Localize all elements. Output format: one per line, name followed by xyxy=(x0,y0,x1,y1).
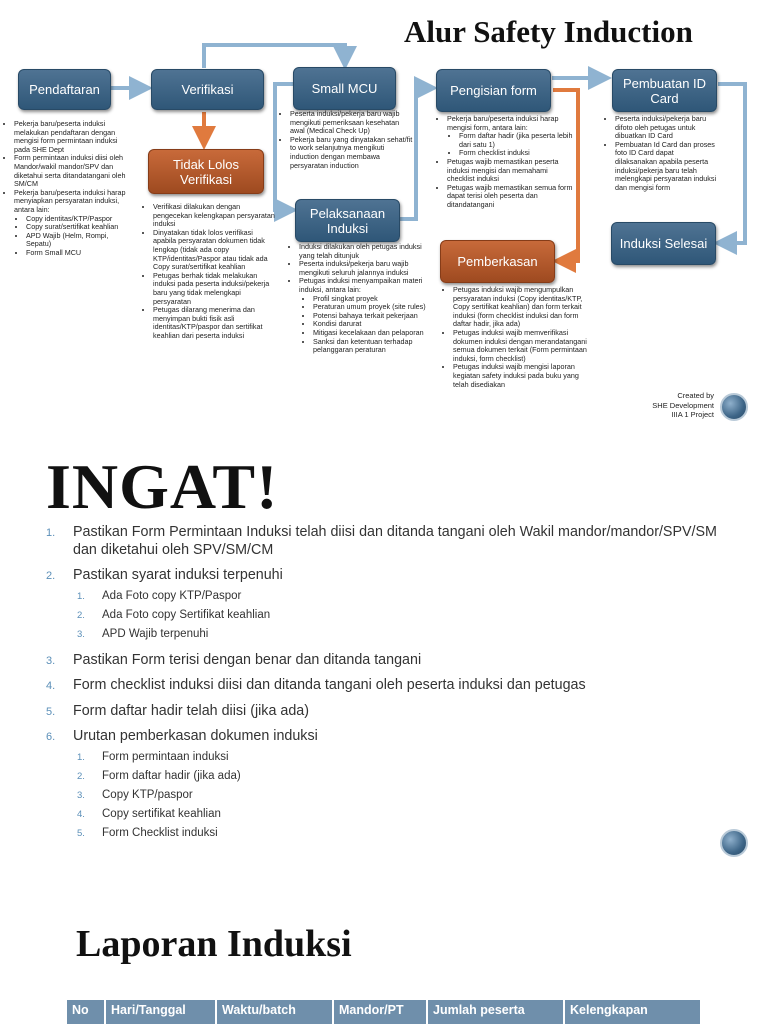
arrow-idcard-selesai xyxy=(718,84,745,243)
note-subitem: • Profil singkat proyek xyxy=(313,295,429,304)
note-item: • Petugas wajib memastikan peserta induksi mengisi dan memahami checklist induksi xyxy=(447,158,577,184)
box-pengisian-form: Pengisian form xyxy=(436,69,551,112)
laporan-table-header xyxy=(67,1000,700,1024)
notes-pembuatan-id-card xyxy=(605,115,717,192)
box-pembuatan-id-card: Pembuatan ID Card xyxy=(612,69,717,112)
notes-pelaksanaan xyxy=(289,243,429,355)
sub-list-item: 1. Form permintaan induksi xyxy=(77,750,229,763)
note-item: • Petugas induksi wajib memverifikasi dokumen induksi dengan merandatangani semua dokumen terkait (Form permintaan induksi, form checklist) xyxy=(453,329,593,363)
note-subitem: • Mitigasi kecelakaan dan pelaporan xyxy=(313,329,429,338)
note-subitem: • Form daftar hadir (jika peserta lebih dari satu 1) xyxy=(459,132,577,149)
note-item: • Verifikasi dilakukan dengan pengecekan kelengkapan persyaratan induksi xyxy=(153,203,275,229)
note-subitem: • Peraturan umum proyek (site rules) xyxy=(313,303,429,312)
slide-bullet-circle xyxy=(720,393,748,421)
note-item: • Pekerja baru/peserta induksi melakukan pendaftaran dengan mengisi form permintaan induksi pada SHE Dept xyxy=(14,120,134,154)
note-item: • Peserta induksi/pekerja baru wajib mengikuti seluruh jalannya induksi xyxy=(299,260,429,277)
box-small-mcu: Small MCU xyxy=(293,67,396,110)
note-subitem: • APD Wajib (Helm, Rompi, Sepatu) xyxy=(26,232,134,249)
note-item: • Petugas induksi menyampaikan materi induksi, antara lain: xyxy=(299,277,429,294)
sub-list-item: 1. Ada Foto copy KTP/Paspor xyxy=(77,589,242,602)
note-subitem: • Copy surat/sertifikat keahlian xyxy=(26,223,134,232)
sub-list-item: 4. Copy sertifikat keahlian xyxy=(77,807,221,820)
sub-list-item: 3. Copy KTP/paspor xyxy=(77,788,193,801)
note-item: • Dinyatakan tidak lolos verifikasi apabila persyaratan dokumen tidak lengkap (tidak ada copy KTP/identitas/Paspor atau tidak ada Copy surat/sertifikat keahlian xyxy=(153,229,275,272)
sub-list-item: 3. APD Wajib terpenuhi xyxy=(77,627,209,640)
notes-small-mcu xyxy=(280,110,415,170)
sub-list-item: 5. Form Checklist induksi xyxy=(77,826,218,839)
box-tidak-lolos-verifikasi: Tidak Lolos Verifikasi xyxy=(148,149,264,194)
note-item: • Peserta induksi/pekerja baru difoto oleh petugas untuk dibuatkan ID Card xyxy=(615,115,717,141)
box-pelaksanaan-induksi: Pelaksanaan Induksi xyxy=(295,199,400,242)
notes-pengisian-form xyxy=(437,115,577,210)
page-title: Alur Safety Induction xyxy=(404,14,693,49)
list-item: 1. Pastikan Form Permintaan Induksi telah diisi dan ditanda tangani oleh Wakil mandor/mandor/SPV/SM dan diketahui oleh SPV/SM/CM xyxy=(46,524,717,558)
list-item: 2. Pastikan syarat induksi terpenuhi 1. Ada Foto copy KTP/Paspor 2. Ada Foto copy Sertifikat keahlian 3. APD Wajib terpenuhi xyxy=(46,567,726,644)
slide-bullet-circle xyxy=(720,829,748,857)
note-subitem: • Sanksi dan ketentuan terhadap pelanggaran peraturan xyxy=(313,338,429,355)
sub-list-item: 2. Form daftar hadir (jika ada) xyxy=(77,769,241,782)
column-header: Kelengkapan xyxy=(570,1003,648,1017)
box-pemberkasan: Pemberkasan xyxy=(440,240,555,283)
note-subitem: • Copy identitas/KTP/Paspor xyxy=(26,215,134,224)
note-item: • Pekerja baru/peserta induksi harap menyiapkan persyaratan induksi, antara lain: xyxy=(14,189,134,215)
notes-pendaftaran xyxy=(4,120,134,258)
list-item: 6. Urutan pemberkasan dokumen induksi 1. Form permintaan induksi 2. Form daftar hadir (jika ada) 3. Copy KTP/paspor 4. Copy sertifikat keahlian 5. Form Checklist induksi xyxy=(46,728,726,843)
ingat-list xyxy=(46,524,726,851)
notes-pemberkasan xyxy=(443,286,593,389)
note-subitem: • Kondisi darurat xyxy=(313,320,429,329)
arrow-verifikasi-mcu xyxy=(204,45,345,68)
note-item: • Pembuatan Id Card dan proses foto ID Card dapat dilaksanakan apabila peserta induksi/pekerja baru telah melengkapi persyaratan induksi dan mengisi form xyxy=(615,141,717,193)
note-item: • Petugas wajib memastikan semua form dapat terisi oleh peserta dan ditandatangani xyxy=(447,184,577,210)
note-item: • Petugas dilarang menerima dan menyimpan bukti fisik asli identitas/KTP/paspor dan sertifikat keahlian dari peserta induksi xyxy=(153,306,275,340)
column-header: Mandor/PT xyxy=(334,1000,428,1024)
list-item: 3. Pastikan Form terisi dengan benar dan ditanda tangani xyxy=(46,651,422,668)
laporan-heading: Laporan Induksi xyxy=(76,923,352,965)
column-header: Hari/Tanggal xyxy=(106,1000,217,1024)
ingat-heading: INGAT! xyxy=(46,451,279,522)
note-item: • Pekerja baru/peserta induksi harap mengisi form, antara lain: xyxy=(447,115,577,132)
box-induksi-selesai: Induksi Selesai xyxy=(611,222,716,265)
note-subitem: • Form Small MCU xyxy=(26,249,134,258)
note-item: • Petugas induksi wajib mengumpulkan persyaratan induksi (Copy identitas/KTP, Copy sertifikat keahlian) dan form terkait induksi (form checklist induksi dan form daftar hadir, jika ada) xyxy=(453,286,593,329)
note-item: • Petugas berhak tidak melakukan induksi pada peserta induksi/pekerja baru yang tidak melengkapi persyaratan xyxy=(153,272,275,306)
note-item: • Pekerja baru yang dinyatakan sehat/fit to work selanjutnya mengikuti induction dengan membawa persyaratan induction xyxy=(290,136,415,170)
credit: Created by SHE Development IIIA 1 Project xyxy=(652,391,714,419)
box-pendaftaran: Pendaftaran xyxy=(18,69,111,110)
list-item: 5. Form daftar hadir telah diisi (jika ada) xyxy=(46,702,309,719)
notes-tidak-lolos xyxy=(143,203,275,341)
note-subitem: • Form checklist induksi xyxy=(459,149,577,158)
sub-list-item: 2. Ada Foto copy Sertifikat keahlian xyxy=(77,608,271,621)
box-verifikasi: Verifikasi xyxy=(151,69,264,110)
column-header: Jumlah peserta xyxy=(428,1000,565,1024)
note-item: • Peserta induksi/pekerja baru wajib mengikuti pemeriksaan kesehatan awal (Medical Check Up) xyxy=(290,110,415,136)
list-item: 4. Form checklist induksi diisi dan ditanda tangani oleh peserta induksi dan petugas xyxy=(46,677,586,693)
note-item: • Form permintaan induksi diisi oleh Mandor/wakil mandor/SPV dan diketahui serta ditandatangani oleh SM/CM xyxy=(14,154,134,188)
note-item: • Petugas induksi wajib mengisi laporan kegiatan safety induksi pada buku yang telah disediakan xyxy=(453,363,593,389)
column-header: Waktu/batch xyxy=(217,1000,334,1024)
note-subitem: • Potensi bahaya terkait pekerjaan xyxy=(313,312,429,321)
note-item: • Induksi dilakukan oleh petugas induksi yang telah ditunjuk xyxy=(299,243,429,260)
column-header: No xyxy=(67,1000,106,1024)
